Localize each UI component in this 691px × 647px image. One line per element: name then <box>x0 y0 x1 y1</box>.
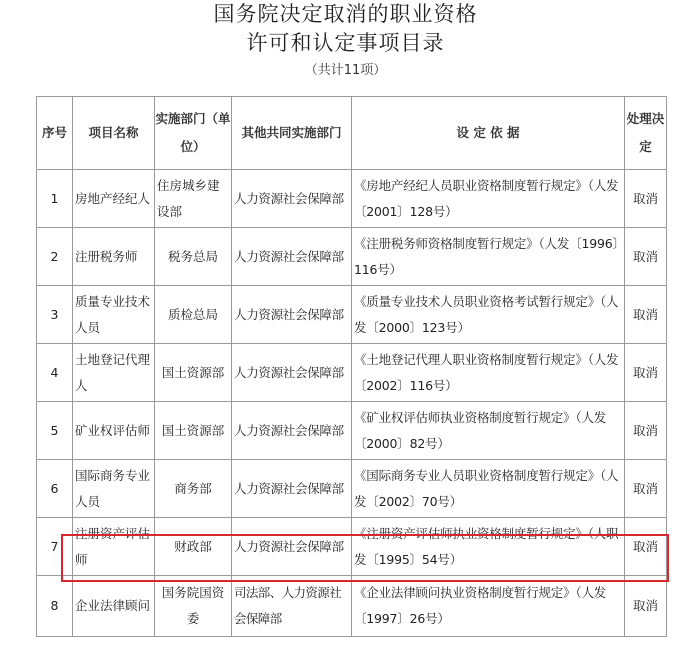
row-co-dept: 人力资源社会保障部 <box>232 228 352 286</box>
row-decision: 取消 <box>625 286 667 344</box>
row-name: 房地产经纪人 <box>73 170 155 228</box>
row-no: 2 <box>37 228 73 286</box>
row-no: 7 <box>37 518 73 576</box>
table-row <box>37 286 667 344</box>
row-co-dept: 人力资源社会保障部 <box>232 518 352 576</box>
item-count: （共计11项） <box>304 63 387 78</box>
row-dept: 财政部 <box>155 518 232 576</box>
table-row <box>37 170 667 228</box>
table-row <box>37 228 667 286</box>
header-dept: 实施部门（单位） <box>155 97 232 170</box>
row-decision: 取消 <box>625 576 667 637</box>
row-no: 8 <box>37 576 73 637</box>
page-title: 国务院决定取消的职业资格 <box>213 2 478 26</box>
row-co-dept: 司法部、人力资源社会保障部 <box>232 576 352 637</box>
header-co-dept: 其他共同实施部门 <box>232 97 352 170</box>
row-name: 矿业权评估师 <box>73 402 155 460</box>
page-title-line-2: 许可和认定事项目录 <box>246 31 445 55</box>
row-decision: 取消 <box>625 460 667 518</box>
row-dept: 商务部 <box>155 460 232 518</box>
row-basis: 《土地登记代理人职业资格制度暂行规定》（人发〔2002〕116号） <box>352 344 625 402</box>
row-co-dept: 人力资源社会保障部 <box>232 344 352 402</box>
row-name: 注册税务师 <box>73 228 155 286</box>
row-name: 注册资产评估师 <box>73 518 155 576</box>
table-row <box>37 344 667 402</box>
row-dept: 税务总局 <box>155 228 232 286</box>
row-name: 质量专业技术人员 <box>73 286 155 344</box>
row-dept: 质检总局 <box>155 286 232 344</box>
header-name: 项目名称 <box>73 97 155 170</box>
row-name: 土地登记代理人 <box>73 344 155 402</box>
row-co-dept: 人力资源社会保障部 <box>232 460 352 518</box>
row-basis: 《国际商务专业人员职业资格制度暂行规定》（人发〔2002〕70号） <box>352 460 625 518</box>
row-decision: 取消 <box>625 518 667 576</box>
row-basis: 《企业法律顾问执业资格制度暂行规定》（人发〔1997〕26号） <box>352 576 625 637</box>
table-row <box>37 460 667 518</box>
header-decision: 处理决定 <box>625 97 667 170</box>
row-decision: 取消 <box>625 170 667 228</box>
row-co-dept: 人力资源社会保障部 <box>232 170 352 228</box>
table-header-row <box>37 97 667 170</box>
row-no: 1 <box>37 170 73 228</box>
row-decision: 取消 <box>625 402 667 460</box>
row-dept: 国务院国资委 <box>155 576 232 637</box>
header-basis: 设 定 依 据 <box>352 97 625 170</box>
row-decision: 取消 <box>625 228 667 286</box>
table-row <box>37 518 667 576</box>
row-name: 国际商务专业人员 <box>73 460 155 518</box>
row-basis: 《注册资产评估师执业资格制度暂行规定》（人职发〔1995〕54号） <box>352 518 625 576</box>
table-row <box>37 576 667 637</box>
row-no: 6 <box>37 460 73 518</box>
row-co-dept: 人力资源社会保障部 <box>232 402 352 460</box>
row-basis: 《注册税务师资格制度暂行规定》（人发〔1996〕116号） <box>352 228 625 286</box>
qualification-table <box>36 96 667 637</box>
row-co-dept: 人力资源社会保障部 <box>232 286 352 344</box>
row-no: 4 <box>37 344 73 402</box>
row-no: 3 <box>37 286 73 344</box>
row-basis: 《矿业权评估师执业资格制度暂行规定》（人发〔2000〕82号） <box>352 402 625 460</box>
row-decision: 取消 <box>625 344 667 402</box>
row-dept: 国土资源部 <box>155 402 232 460</box>
row-basis: 《房地产经纪人员职业资格制度暂行规定》（人发〔2001〕128号） <box>352 170 625 228</box>
row-dept: 住房城乡建设部 <box>155 170 232 228</box>
row-dept: 国土资源部 <box>155 344 232 402</box>
row-name: 企业法律顾问 <box>73 576 155 637</box>
row-basis: 《质量专业技术人员职业资格考试暂行规定》（人发〔2000〕123号） <box>352 286 625 344</box>
row-no: 5 <box>37 402 73 460</box>
header-no: 序号 <box>37 97 73 170</box>
table-row <box>37 402 667 460</box>
